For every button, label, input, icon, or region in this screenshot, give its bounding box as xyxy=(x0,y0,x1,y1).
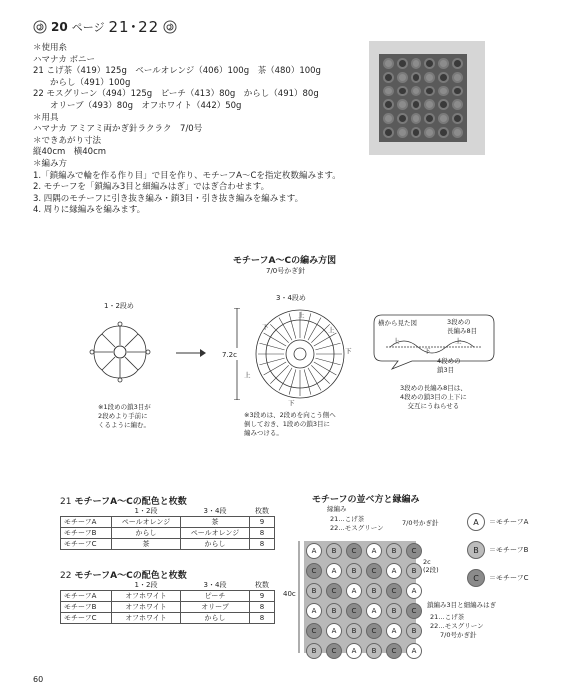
label-down: 下 xyxy=(288,399,295,407)
motif-cell: B xyxy=(406,623,422,639)
table-header-cell: 枚数 xyxy=(250,580,275,591)
motif-cell: A xyxy=(406,583,422,599)
table-cell: オフホワイト xyxy=(112,613,181,624)
photo-motif xyxy=(411,86,422,97)
table-cell: 9 xyxy=(250,591,275,602)
photo-motif xyxy=(424,72,435,83)
motif-cell: C xyxy=(406,603,422,619)
photo-motif xyxy=(452,113,463,124)
table-cell: オフホワイト xyxy=(112,591,181,602)
legend-item xyxy=(467,541,529,559)
motif-cell: A xyxy=(326,623,342,639)
table-cell: 8 xyxy=(250,602,275,613)
table-cell: 8 xyxy=(250,528,275,539)
edging-21-color: 21…こげ茶 xyxy=(330,515,365,523)
motif-cell: B xyxy=(386,543,402,559)
table-cell: 9 xyxy=(250,517,275,528)
legend-swatch: C xyxy=(467,569,485,587)
motif-cell: C xyxy=(406,543,422,559)
motif-cell: A xyxy=(346,643,362,659)
color-table-22 xyxy=(60,580,275,624)
diagram-title: モチーフA～Cの編み方図 xyxy=(233,256,337,266)
page-number: 60 xyxy=(33,675,44,684)
motif-cell: B xyxy=(366,583,382,599)
motif-cell: C xyxy=(346,543,362,559)
info-line: 2. モチーフを「鎖編み3目と細編みはぎ」ではぎ合わせます。 xyxy=(33,182,270,193)
table-cell: ピーチ xyxy=(181,591,250,602)
table-header-cell: 3・4段 xyxy=(181,506,250,517)
photo-motif xyxy=(383,113,394,124)
join-22-color: 22…モスグリーン xyxy=(430,622,484,630)
label-up: 上 xyxy=(328,326,335,334)
motif-cell: A xyxy=(306,603,322,619)
motif-cell: B xyxy=(346,563,362,579)
table-row xyxy=(61,602,275,613)
layout-title: モチーフの並べ方と縁編み xyxy=(312,495,420,505)
photo-motif xyxy=(424,113,435,124)
table-cell: モチーフB xyxy=(61,528,112,539)
photo-motif xyxy=(438,113,449,124)
materials-and-instructions xyxy=(33,43,341,217)
row4-chain-label: 4段めの 鎖3目 xyxy=(437,357,461,374)
motif-cell: C xyxy=(326,643,342,659)
table-header-cell: 3・4段 xyxy=(181,580,250,591)
label-up: 上 xyxy=(244,371,251,379)
row3-long-stitch-label: 3段めの 長編み8目 xyxy=(447,318,478,335)
legend-item xyxy=(467,569,529,587)
photo-motif xyxy=(411,58,422,69)
photo-motif xyxy=(411,127,422,138)
edging-size-label: 2c (2段) xyxy=(423,558,439,574)
info-line: 21 こげ茶（419）125g ベールオレンジ（406）100g 茶（480）100g xyxy=(33,66,321,77)
motif-cell: B xyxy=(346,623,362,639)
table-cell: ペールオレンジ xyxy=(181,528,250,539)
size-dimension-line xyxy=(234,308,240,400)
photo-motif xyxy=(397,99,408,110)
table-cell: モチーフA xyxy=(61,591,112,602)
photo-motif xyxy=(452,127,463,138)
table-row xyxy=(61,613,275,624)
info-line: 3. 四隅のモチーフに引き抜き編み・鎖3目・引き抜き編みを編みます。 xyxy=(33,193,304,204)
legend-label: ＝モチーフB xyxy=(489,546,529,554)
photo-motif xyxy=(438,86,449,97)
motif-cell: B xyxy=(366,643,382,659)
motif-cell: C xyxy=(306,623,322,639)
legend-label: ＝モチーフC xyxy=(489,574,529,582)
photo-motif xyxy=(397,127,408,138)
photo-motif xyxy=(397,113,408,124)
page-ref-suffix: ページ xyxy=(71,20,105,34)
info-line: からし（491）100g xyxy=(33,77,131,88)
total-size-label: 40c xyxy=(283,590,296,598)
join-hook: 7/0号かぎ針 xyxy=(440,631,477,639)
motif-size-label: 7.2c xyxy=(222,351,237,359)
photo-motif xyxy=(383,99,394,110)
label-down: 下 xyxy=(262,323,269,331)
edging-label: 縁編み xyxy=(327,505,347,513)
table-cell: オフホワイト xyxy=(112,602,181,613)
photo-motif xyxy=(424,127,435,138)
table-cell: 8 xyxy=(250,613,275,624)
note-round-1: ※1段めの鎖3目が 2段めより手前に くるように編む。 xyxy=(98,403,151,429)
photo-motif xyxy=(438,72,449,83)
table-cell: モチーフA xyxy=(61,517,112,528)
table-cell: ペールオレンジ xyxy=(112,517,181,528)
table-cell: 8 xyxy=(250,539,275,550)
motif-cell: A xyxy=(386,623,402,639)
photo-motif xyxy=(411,72,422,83)
motif-cell: C xyxy=(326,583,342,599)
table-header-cell: 枚数 xyxy=(250,506,275,517)
page-header xyxy=(33,16,177,37)
motif-rounds-3-4-diagram xyxy=(250,304,350,404)
side-view-label: 横から見た図 xyxy=(378,319,417,327)
table-header-cell xyxy=(61,506,112,517)
motif-cell: B xyxy=(306,583,322,599)
photo-motif xyxy=(383,86,394,97)
photo-motif xyxy=(424,58,435,69)
table-header-cell xyxy=(61,580,112,591)
table-cell: オリーブ xyxy=(181,602,250,613)
motif-cell: A xyxy=(386,563,402,579)
label-up: 上 xyxy=(393,337,400,345)
table-cell: からし xyxy=(112,528,181,539)
motif-cell: C xyxy=(306,563,322,579)
crochet-mat-image xyxy=(379,54,467,142)
legend-label: ＝モチーフA xyxy=(489,518,529,526)
info-line: ＊編み方 xyxy=(33,158,68,169)
info-line: ＊用具 xyxy=(33,112,59,123)
motif-legend xyxy=(467,513,529,597)
label-up: 上 xyxy=(298,311,305,319)
side-view-note: 3段めの長編み8目は、 4段めの鎖3目の上下に 交互にうねらせる xyxy=(400,384,467,410)
info-line: 22 モスグリーン（494）125g ピーチ（413）80g からし（491）80g xyxy=(33,89,319,100)
legend-item xyxy=(467,513,529,531)
motif-cell: C xyxy=(386,583,402,599)
motif-cell: B xyxy=(386,603,402,619)
photo-motif xyxy=(424,99,435,110)
motif-cell: C xyxy=(366,563,382,579)
info-line: ハマナカ アミアミ両かぎ針ラクラク 7/0号 xyxy=(33,124,203,135)
motif-cell: C xyxy=(386,643,402,659)
table-row xyxy=(61,539,275,550)
label-down: 下 xyxy=(345,347,352,355)
photo-motif xyxy=(424,86,435,97)
diagram-hook: 7/0号かぎ針 xyxy=(266,267,306,275)
table-cell: モチーフB xyxy=(61,602,112,613)
table-row xyxy=(61,528,275,539)
motif-cell: A xyxy=(326,563,342,579)
color-table-21 xyxy=(60,506,275,550)
table-cell: 茶 xyxy=(112,539,181,550)
motif-cell: C xyxy=(366,623,382,639)
photo-motif xyxy=(452,86,463,97)
rounds-3-4-label: 3・4段め xyxy=(276,294,306,302)
spiral-icon xyxy=(33,20,47,34)
width-dimension-line xyxy=(296,541,302,653)
spiral-icon xyxy=(163,20,177,34)
motif-cell: B xyxy=(326,543,342,559)
photo-motif xyxy=(397,72,408,83)
info-line: オリーブ（493）80g オフホワイト（442）50g xyxy=(33,100,242,111)
motif-rounds-1-2-diagram xyxy=(80,312,160,392)
edging-22-color: 22…モスグリーン xyxy=(330,524,384,532)
motif-cell: B xyxy=(306,643,322,659)
table-cell: モチーフC xyxy=(61,613,112,624)
legend-swatch: B xyxy=(467,541,485,559)
motif-cell: C xyxy=(346,603,362,619)
table-row xyxy=(61,591,275,602)
pattern-numbers: 21･22 xyxy=(108,18,160,36)
edging-hook: 7/0号かぎ針 xyxy=(402,519,439,527)
product-photo xyxy=(369,41,485,155)
motif-cell: A xyxy=(406,643,422,659)
photo-motif xyxy=(452,99,463,110)
photo-motif xyxy=(438,58,449,69)
label-up: 上 xyxy=(455,337,462,345)
info-line: 縦40cm 横40cm xyxy=(33,147,107,158)
table-cell: からし xyxy=(181,613,250,624)
arrow-right-icon xyxy=(176,348,206,358)
table-cell: 茶 xyxy=(181,517,250,528)
photo-motif xyxy=(383,127,394,138)
table-row xyxy=(61,517,275,528)
photo-motif xyxy=(452,72,463,83)
legend-swatch: A xyxy=(467,513,485,531)
table-cell: モチーフC xyxy=(61,539,112,550)
photo-motif xyxy=(397,58,408,69)
photo-motif xyxy=(438,127,449,138)
info-line: 1.「鎖編みで輪を作る作り目」で目を作り、モチーフA～Cを指定枚数編みます。 xyxy=(33,170,341,181)
table-header-cell: 1・2段 xyxy=(112,506,181,517)
photo-motif xyxy=(452,58,463,69)
photo-motif xyxy=(383,72,394,83)
motif-cell: A xyxy=(346,583,362,599)
photo-motif xyxy=(438,99,449,110)
motif-cell: B xyxy=(326,603,342,619)
join-label: 鎖編み3目と細編みはぎ xyxy=(427,601,497,609)
table-header-cell: 1・2段 xyxy=(112,580,181,591)
photo-motif xyxy=(411,99,422,110)
photo-motif xyxy=(411,113,422,124)
motif-layout-grid xyxy=(304,541,416,653)
motif-cell: A xyxy=(306,543,322,559)
info-line: ＊使用糸 xyxy=(33,43,68,53)
table-22-title: 22 モチーフA～Cの配色と枚数 xyxy=(60,571,187,581)
table-cell: からし xyxy=(181,539,250,550)
info-line: ハマナカ ボニー xyxy=(33,54,96,65)
motif-cell: A xyxy=(366,543,382,559)
photo-motif xyxy=(383,58,394,69)
label-down: 下 xyxy=(424,347,431,355)
page-ref-number: 20 xyxy=(51,19,68,34)
info-line: 4. 周りに縁編みを編みます。 xyxy=(33,205,146,216)
table-21-title: 21 モチーフA～Cの配色と枚数 xyxy=(60,497,187,507)
photo-motif xyxy=(397,86,408,97)
motif-cell: A xyxy=(366,603,382,619)
motif-cell: B xyxy=(406,563,422,579)
info-line: ＊できあがり寸法 xyxy=(33,135,102,146)
join-21-color: 21…こげ茶 xyxy=(430,613,465,621)
rounds-1-2-label: 1・2段め xyxy=(104,302,134,310)
note-round-3: ※3段めは、2段めを向こう側へ 倒しておき、1段めの鎖3目に 編みつける。 xyxy=(244,411,336,437)
